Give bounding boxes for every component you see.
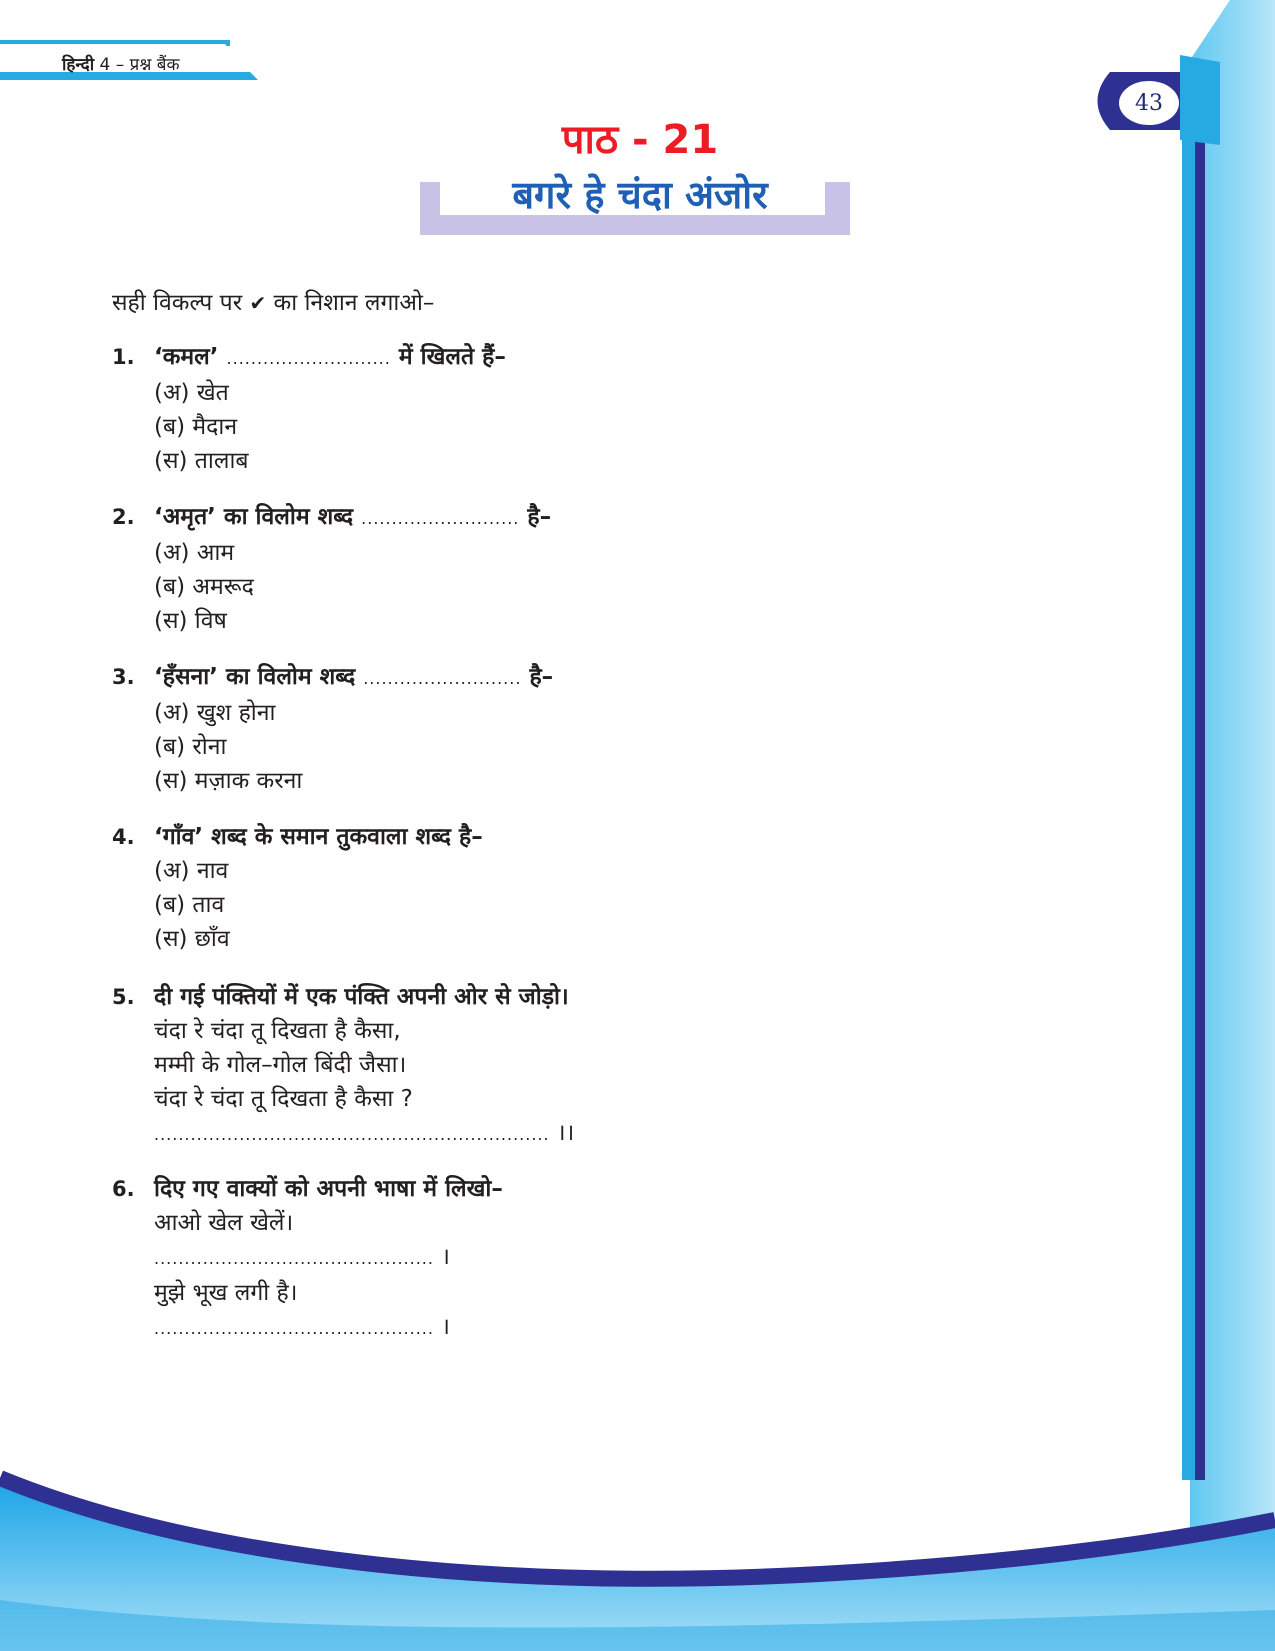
question-prefix: ‘हँसना’ का विलोम शब्द [154,664,356,690]
option-c[interactable]: (स) मज़ाक करना [154,768,303,794]
question-number: 6. [112,1177,135,1201]
book-name: हिन्दी [62,55,95,75]
option-c[interactable]: (स) छाँव [154,926,230,952]
question-6 [112,1172,503,1346]
answer-blank[interactable]: .......................... [363,669,522,688]
instruction [112,285,434,317]
question-3 [112,660,553,798]
answer-blank[interactable]: .............................................. [154,1249,434,1268]
lesson-title: बगरे हे चंदा अंजोर [512,173,768,217]
option-b[interactable]: (ब) अमरूद [154,574,254,600]
answer-line-2 [112,1310,503,1346]
book-header [62,52,180,75]
question-suffix: है– [527,504,552,530]
question-prefix: ‘अमृत’ का विलोम शब्द [154,504,354,530]
option-a[interactable]: (अ) आम [154,540,235,566]
question-5 [112,980,574,1152]
grade: 4 [99,55,111,75]
sentence-1: आओ खेल खेलें। [154,1210,294,1236]
question-number: 1. [112,345,135,369]
option-b[interactable]: (ब) ताव [154,892,225,918]
instruction-after: का निशान लगाओ– [273,290,435,316]
question-number: 5. [112,985,135,1009]
question-prefix: दी गई पंक्तियों में एक पंक्ति अपनी ओर से जोड़ो। [154,984,569,1010]
poem-line-3: चंदा रे चंदा तू दिखता है कैसा ? [154,1086,413,1112]
question-1 [112,340,506,478]
question-text [112,980,574,1014]
question-suffix: में खिलते हैं– [398,344,506,370]
answer-blank[interactable]: .............................................. [154,1319,434,1338]
answer-line-1 [112,1240,503,1276]
option-b[interactable]: (ब) मैदान [154,414,238,440]
answer-blank[interactable]: ................................................................. [154,1125,550,1144]
check-mark-icon: ✔ [249,291,267,315]
header-separator: – [115,55,125,75]
instruction-before: सही विकल्प पर [112,290,243,316]
question-number: 2. [112,505,135,529]
line-end: । [441,1314,450,1340]
poem-line-1: चंदा रे चंदा तू दिखता है कैसा, [154,1018,401,1044]
question-number: 4. [112,825,135,849]
answer-blank[interactable]: .......................... [361,509,520,528]
right-side-band [1182,0,1275,1651]
section-name: प्रश्न बैंक [129,55,180,75]
option-a[interactable]: (अ) खुश होना [154,700,276,726]
bottom-wave [0,1478,1275,1651]
answer-line [112,1116,574,1152]
option-c[interactable]: (स) तालाब [154,448,249,474]
question-text [112,340,506,376]
poem-line-2: मम्मी के गोल–गोल बिंदी जैसा। [154,1052,407,1078]
question-text [112,660,553,696]
line-end: ।। [556,1120,575,1146]
option-a[interactable]: (अ) नाव [154,858,229,884]
line-end: । [441,1244,450,1270]
sentence-2: मुझे भूख लगी है। [154,1280,298,1306]
question-prefix: दिए गए वाक्यों को अपनी भाषा में लिखो– [154,1176,503,1202]
option-b[interactable]: (ब) रोना [154,734,227,760]
option-c[interactable]: (स) विष [154,608,227,634]
question-2 [112,500,551,638]
question-number: 3. [112,665,135,689]
answer-blank[interactable]: ........................... [226,349,391,368]
question-text [112,1172,503,1206]
question-prefix: ‘कमल’ [154,344,219,370]
question-suffix: है– [529,664,554,690]
question-text [112,820,483,854]
page-number: 43 [1135,91,1163,116]
question-4 [112,820,483,956]
option-a[interactable]: (अ) खेत [154,380,229,406]
question-prefix: ‘गाँव’ शब्द के समान तुकवाला शब्द है– [154,824,483,850]
question-text [112,500,551,536]
lesson-number: पाठ - 21 [561,117,719,163]
